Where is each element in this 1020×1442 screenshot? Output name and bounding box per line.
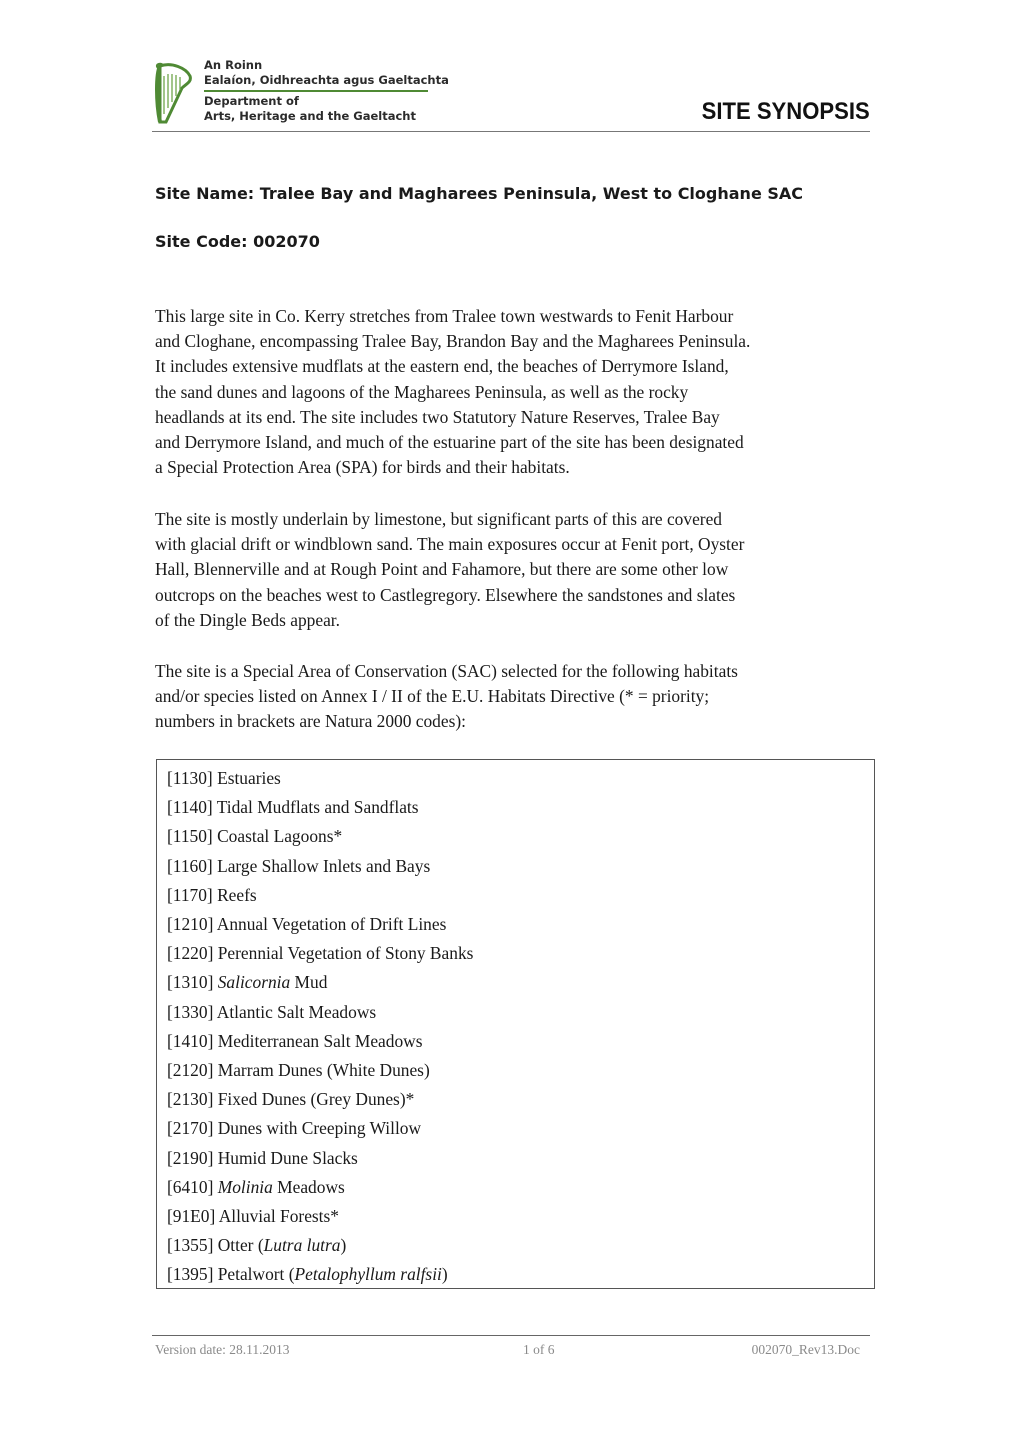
habitat-item <box>167 1202 473 1231</box>
dept-line-english-1: Department of <box>204 94 299 108</box>
habitat-code: [1170] <box>167 884 213 905</box>
text-line: headlands at its end. The site includes two Statutory Nature Reserves, Tralee Bay <box>155 406 720 427</box>
page-number: 1 of 6 <box>523 1342 555 1357</box>
habitat-list-box <box>156 759 875 1289</box>
habitat-name: Large Shallow Inlets and Bays <box>217 855 431 876</box>
habitat-item <box>167 1114 473 1143</box>
habitat-name-suffix: ) <box>441 1264 448 1285</box>
habitat-code: [2130] <box>167 1089 214 1110</box>
text-line: numbers in brackets are Natura 2000 codes): <box>155 711 466 732</box>
habitat-item <box>167 764 473 793</box>
dept-line-english-2: Arts, Heritage and the Gaeltacht <box>204 109 416 123</box>
text-line: of the Dingle Beds appear. <box>155 609 340 630</box>
text-line: outcrops on the beaches west to Castlegregory. Elsewhere the sandstones and slates <box>155 584 736 605</box>
habitat-item <box>167 998 473 1027</box>
text-line: and Cloghane, encompassing Tralee Bay, Brandon Bay and the Magharees Peninsula. <box>155 331 751 352</box>
habitat-item <box>167 1231 473 1260</box>
habitat-item <box>167 881 473 910</box>
habitat-item <box>167 1173 473 1202</box>
habitat-name: Petalwort ( <box>217 1264 295 1285</box>
habitat-name: Coastal Lagoons* <box>217 826 343 847</box>
habitat-latin-name: Salicornia <box>217 972 291 993</box>
text-line: This large site in Co. Kerry stretches from Tralee town westwards to Fenit Harbour <box>155 306 734 326</box>
text-line: with glacial drift or windblown sand. The main exposures occur at Fenit port, Oyster <box>155 534 745 555</box>
habitat-code: [2170] <box>167 1118 214 1139</box>
habitat-name: Marram Dunes (White Dunes) <box>217 1060 430 1081</box>
habitat-item <box>167 968 473 997</box>
habitat-name: Atlantic Salt Meadows <box>216 1001 377 1022</box>
habitat-item <box>167 1144 473 1173</box>
habitat-item <box>167 822 473 851</box>
habitat-item <box>167 910 473 939</box>
department-name <box>204 58 449 124</box>
habitat-code: [1160] <box>167 855 213 876</box>
habitat-code: [1355] <box>167 1235 214 1256</box>
habitat-code: [6410] <box>167 1176 214 1197</box>
habitat-latin-name: Petalophyllum ralfsii <box>294 1264 442 1285</box>
paragraph-sac-intro <box>155 659 870 735</box>
text-line: Hall, Blennerville and at Rough Point and Fahamore, but there are some other low <box>155 559 729 580</box>
dept-line-irish-1: An Roinn <box>204 58 263 72</box>
habitat-name: Tidal Mudflats and Sandflats <box>216 797 419 818</box>
habitat-item <box>167 1056 473 1085</box>
habitat-code: [2120] <box>167 1060 214 1081</box>
paragraph-overview <box>155 304 870 480</box>
paragraph-geology <box>155 507 870 633</box>
habitat-name: Annual Vegetation of Drift Lines <box>216 914 447 935</box>
file-name: 002070_Rev13.Doc <box>751 1342 860 1357</box>
habitat-code: [1330] <box>167 1001 214 1022</box>
habitat-name: Perennial Vegetation of Stony Banks <box>217 943 474 964</box>
habitat-name-suffix: Meadows <box>272 1176 345 1197</box>
habitat-item <box>167 939 473 968</box>
text-line: The site is mostly underlain by limestone, but significant parts of this are covered <box>155 509 722 529</box>
habitat-item <box>167 852 473 881</box>
habitat-name: Estuaries <box>217 768 281 788</box>
habitat-code: [1395] <box>167 1264 214 1285</box>
habitat-code: [1140] <box>167 797 213 818</box>
habitat-item <box>167 1085 473 1114</box>
habitat-name-suffix: Mud <box>290 972 328 993</box>
habitat-name: Dunes with Creeping Willow <box>217 1118 422 1139</box>
habitat-name: Reefs <box>217 884 257 905</box>
text-line: It includes extensive mudflats at the eastern end, the beaches of Derrymore Island, <box>155 356 729 377</box>
habitat-list <box>167 764 473 1290</box>
habitat-name: Mediterranean Salt Meadows <box>217 1030 423 1051</box>
habitat-name-suffix: ) <box>340 1235 347 1256</box>
habitat-name: Fixed Dunes (Grey Dunes)* <box>217 1089 415 1110</box>
text-line: the sand dunes and lagoons of the Magharees Peninsula, as well as the rocky <box>155 381 689 402</box>
text-line: The site is a Special Area of Conservation (SAC) selected for the following habitats <box>155 661 738 681</box>
harp-logo-icon <box>152 62 196 126</box>
habitat-code: [1410] <box>167 1030 214 1051</box>
text-line: and/or species listed on Annex I / II of the E.U. Habitats Directive (* = priority; <box>155 686 710 707</box>
habitat-latin-name: Lutra lutra <box>263 1235 341 1256</box>
footer-divider <box>152 1335 870 1336</box>
header-divider <box>152 131 870 132</box>
habitat-item <box>167 793 473 822</box>
habitat-latin-name: Molinia <box>217 1176 273 1197</box>
habitat-item <box>167 1027 473 1056</box>
version-date: Version date: 28.11.2013 <box>155 1342 290 1357</box>
habitat-name: Humid Dune Slacks <box>217 1147 358 1168</box>
habitat-code: [1130] <box>167 768 213 788</box>
habitat-name: Alluvial Forests* <box>218 1206 339 1227</box>
habitat-code: [2190] <box>167 1147 214 1168</box>
site-code: Site Code: 002070 <box>155 232 320 251</box>
dept-divider <box>204 90 428 92</box>
habitat-code: [1150] <box>167 826 213 847</box>
habitat-code: [1220] <box>167 943 214 964</box>
habitat-code: [91E0] <box>167 1206 216 1227</box>
habitat-code: [1310] <box>167 972 214 993</box>
habitat-item <box>167 1260 473 1289</box>
text-line: and Derrymore Island, and much of the estuarine part of the site has been designated <box>155 432 744 453</box>
habitat-name: Otter ( <box>217 1235 264 1256</box>
text-line: a Special Protection Area (SPA) for birds and their habitats. <box>155 457 570 478</box>
page-header <box>152 58 870 134</box>
site-name: Site Name: Tralee Bay and Magharees Peninsula, West to Cloghane SAC <box>155 184 804 203</box>
habitat-code: [1210] <box>167 914 214 935</box>
dept-line-irish-2: Ealaíon, Oidhreachta agus Gaeltachta <box>204 73 449 87</box>
page-title: SITE SYNOPSIS <box>701 98 870 125</box>
